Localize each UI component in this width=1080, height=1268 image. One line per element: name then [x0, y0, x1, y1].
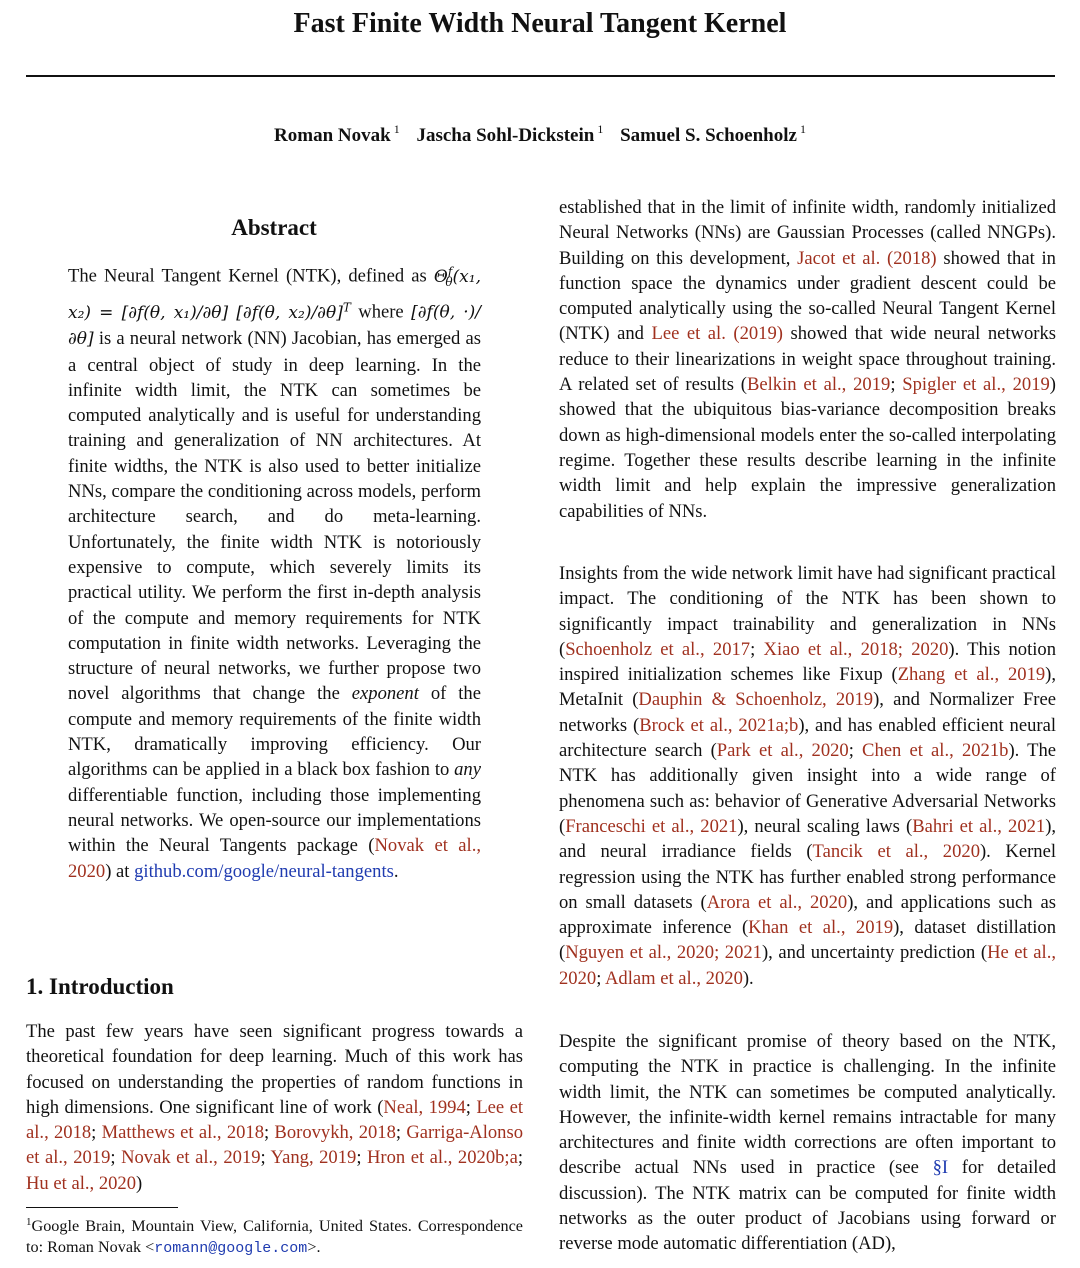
citation-link[interactable]: Novak et al., 2020: [68, 835, 481, 882]
citation-link[interactable]: Schoenholz et al., 2017: [565, 638, 751, 660]
section-reference-link[interactable]: §I: [932, 1157, 949, 1179]
citation-link[interactable]: Belkin et al., 2019: [746, 374, 891, 396]
citation-link[interactable]: Hron et al., 2020b;a: [367, 1147, 518, 1169]
citation-link[interactable]: Arora et al., 2020: [706, 891, 848, 913]
citation-link[interactable]: Jacot et al. (2018): [797, 247, 937, 269]
citation-link[interactable]: Chen et al., 2021b: [862, 740, 1009, 762]
citation-link[interactable]: Matthews et al., 2018: [101, 1122, 264, 1144]
citation-link[interactable]: Park et al., 2020: [716, 740, 849, 762]
citation-link[interactable]: Khan et al., 2019: [748, 917, 894, 939]
right-column-paragraph: Despite the significant promise of theory based on the NTK, computing the NTK in practice is challenging. In the infinite width limit, the NTK can sometimes be computed analytically. However, the infinite-width kernel remains intractable for many architectures and finite width corrections are often important to describe actual NNs used in practice (see §I for detailed discussion). The NTK matrix can be computed for finite width networks as the outer product of Jacobians using forward or reverse mode automatic differentiation (AD),: [559, 1031, 1057, 1255]
title-rule: [26, 75, 1055, 77]
paper-title: Fast Finite Width Neural Tangent Kernel: [293, 8, 787, 39]
abstract-text: The Neural Tangent Kernel (NTK), defined as $\Theta^f_\theta(x_1$, x₂) = [∂f(θ, x₁)/∂θ] [∂f(θ, x₂)/∂θ]$^T$ where [∂f(θ, ·)/∂θ] is a neural network (NN) Jacobian, has emerged as a central object of study in deep learning. In the infinite width limit, the NTK can sometimes be computed analytically and is useful for understanding training and generalization of NN architectures. At finite widths, the NTK is also used to better initialize NNs, compare the conditioning across models, perform architecture search, and do meta-learning. Unfortunately, the finite width NTK is notoriously expensive to compute, which severely limits its practical utility. We perform the first in-depth analysis of the compute and memory requirements for NTK computation in finite width networks. Leveraging the structure of neural networks, we further propose two novel algorithms that change the exponent of the compute and memory requirements of the finite width NTK, dramatically improving efficiency. Our algorithms can be applied in a black box fashion to any differentiable function, including those implementing neural networks. We open-source our implementations within the Neural Tangents package (Novak et al., 2020) at github.com/google/neural-tangents.: [68, 264, 482, 882]
citation-link[interactable]: Garriga-Alonso et al., 2019: [26, 1122, 524, 1169]
citation-link[interactable]: Franceschi et al., 2021: [565, 815, 738, 837]
ntk-formula: $\Theta^f_\theta(x_1$, x₂) = [∂f(θ, x₁)/∂θ] [∂f(θ, x₂)/∂θ]$^T$: [68, 264, 481, 323]
right-column-paragraph: established that in the limit of infinite width, randomly initialized Neural Networks (NNs) are Gaussian Processes (called NNGPs). Building on this development, Jacot et al. (2018) showed that in function space the dynamics under gradient descent could be computed analytically using the so-called Neural Tangent Kernel (NTK) and Lee et al. (2019) showed that wide neural networks reduce to their linearizations in weight space throughout training. A related set of results (Belkin et al., 2019; Spigler et al., 2019) showed that the ubiquitous bias-variance decomposition breaks down as high-dimensional models enter the so-called interpolating regime. Together these results describe learning in the infinite width limit and help explain the impressive generalization capabilities of NNs.: [559, 197, 1056, 522]
citation-link[interactable]: Dauphin & Schoenholz, 2019: [638, 689, 874, 711]
section-heading-introduction: 1. Introduction: [26, 974, 174, 999]
citation-link[interactable]: Neal, 1994: [383, 1096, 466, 1118]
citation-link[interactable]: Borovykh, 2018: [274, 1122, 396, 1144]
author: Samuel S. Schoenholz $^1$: [620, 122, 806, 146]
footnote-rule: [26, 1207, 178, 1208]
citation-link[interactable]: Bahri et al., 2021: [912, 815, 1046, 837]
citation-link[interactable]: Tancik et al., 2020: [812, 841, 980, 863]
citation-link[interactable]: Nguyen et al., 2020; 2021: [565, 942, 762, 964]
right-column-paragraph: Insights from the wide network limit have had significant practical impact. The conditioning of the NTK has been shown to significantly impact trainability and generalization in NNs (Schoenholz et al., 2017; Xiao et al., 2018; 2020). This notion inspired initialization schemes like Fixup (Zhang et al., 2019), MetaInit (Dauphin & Schoenholz, 2019), and Normalizer Free networks (Brock et al., 2021a;b), and has enabled efficient neural architecture search (Park et al., 2020; Chen et al., 2021b). The NTK has additionally given insight into a wide range of phenomena such as: behavior of Generative Adversarial Networks (Franceschi et al., 2021), neural scaling laws (Bahri et al., 2021), and neural irradiance fields (Tancik et al., 2020). Kernel regression using the NTK has further enabled strong performance on small datasets (Arora et al., 2020), and applications such as approximate inference (Khan et al., 2019), dataset distillation (Nguyen et al., 2020; 2021), and uncertainty prediction (He et al., 2020; Adlam et al., 2020).: [559, 563, 1057, 989]
author-list: [0, 122, 1080, 147]
citation-link[interactable]: Spigler et al., 2019: [902, 374, 1050, 396]
citation-link[interactable]: He et al., 2020: [559, 942, 1057, 989]
author: Jascha Sohl-Dickstein $^1$: [416, 122, 604, 146]
citation-link[interactable]: Novak et al., 2019: [121, 1147, 261, 1169]
citation-link[interactable]: Adlam et al., 2020: [604, 967, 743, 989]
affiliation-footnote: $^1$Google Brain, Mountain View, California, United States. Correspondence to: Roman Novak <romann@google.com>.: [26, 1216, 523, 1257]
citation-link[interactable]: Yang, 2019: [270, 1147, 357, 1169]
github-link[interactable]: github.com/google/neural-tangents: [134, 860, 394, 882]
citation-link[interactable]: Lee et al., 2018: [26, 1096, 523, 1144]
introduction-text: The past few years have seen significant progress towards a theoretical foundation for deep learning. Much of this work has focused on understanding the properties of random functions in high dimensions. One significant line of work (Neal, 1994; Lee et al., 2018; Matthews et al., 2018; Borovykh, 2018; Garriga-Alonso et al., 2019; Novak et al., 2019; Yang, 2019; Hron et al., 2020b;a; Hu et al., 2020): [26, 1021, 524, 1194]
abstract-heading: Abstract: [231, 215, 317, 240]
citation-link[interactable]: Zhang et al., 2019: [897, 664, 1046, 686]
email-link[interactable]: romann@google.com: [154, 1240, 308, 1257]
citation-link[interactable]: Hu et al., 2020: [26, 1172, 136, 1194]
citation-link[interactable]: Xiao et al., 2018; 2020: [763, 638, 949, 660]
author: Roman Novak $^1$: [274, 122, 400, 146]
citation-link[interactable]: Lee et al. (2019): [651, 323, 783, 345]
jacobian-formula: [∂f(θ, ·)/∂θ]: [68, 303, 482, 350]
citation-link[interactable]: Brock et al., 2021a;b: [639, 714, 799, 736]
